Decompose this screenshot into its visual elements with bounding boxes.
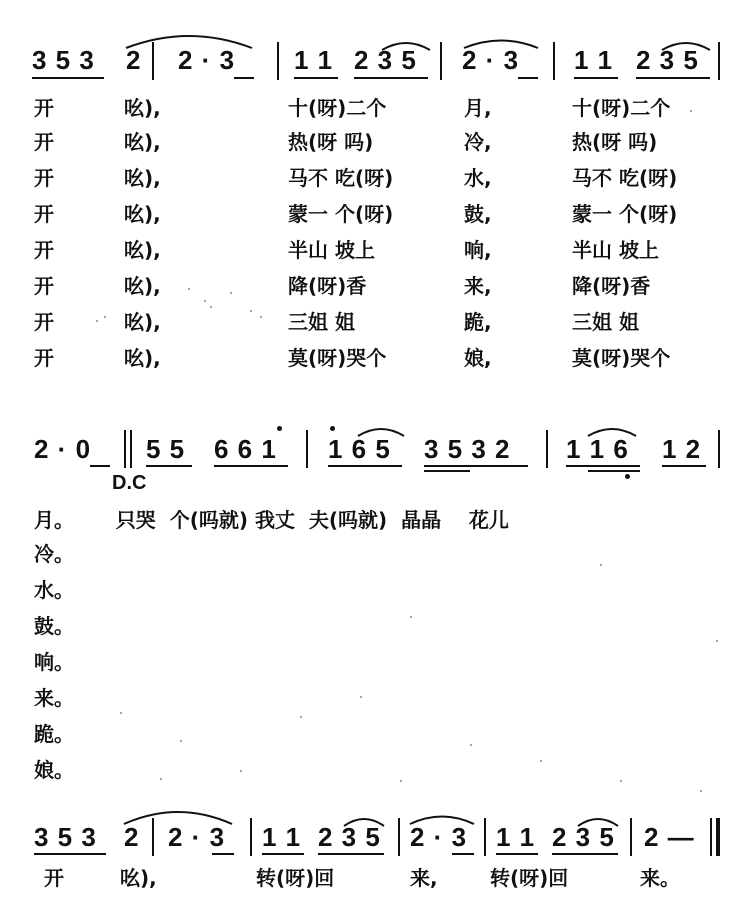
lyric: 莫(呀)哭个 (288, 346, 387, 370)
lyric: 蒙一 个(呀) (572, 202, 678, 226)
slur (660, 38, 712, 52)
beam-underline (496, 853, 538, 855)
lyric: 马不 吃(呀) (288, 166, 394, 190)
barline (546, 430, 548, 468)
beam-underline (34, 853, 106, 855)
lyric: 娘, (464, 346, 492, 370)
slur (124, 30, 254, 50)
lyric: 转(呀)回 (490, 866, 569, 890)
lyric: 水, (464, 166, 492, 190)
refrain-lyric: 月。 只哭 个(吗就) 我丈 夫(吗就) 晶晶 花儿 (34, 508, 509, 532)
note-group: 1 1 (262, 822, 302, 852)
note-group: 1 2 (662, 434, 702, 464)
lyric: 转(呀)回 (256, 866, 335, 890)
lyric: 十(呀)二个 (572, 96, 671, 120)
final-barline (716, 818, 720, 856)
lyric: 开 (34, 166, 54, 190)
barline (250, 818, 252, 856)
lyric: 半山 坡上 (572, 238, 659, 262)
barline (440, 42, 442, 80)
beam-underline (566, 465, 640, 467)
barline (710, 818, 712, 856)
lyric: 吆), (124, 310, 161, 334)
beam-underline (424, 465, 528, 467)
lyric: 来。 (640, 866, 680, 890)
note-group: 2 · 3 (178, 45, 236, 75)
lyric: 吆), (120, 866, 157, 890)
note-group: 3 5 3 (32, 45, 95, 75)
lyric: 吆), (124, 346, 161, 370)
lyric: 蒙一 个(呀) (288, 202, 394, 226)
note-group: 2 3 5 (318, 822, 381, 852)
lyric: 吆), (124, 202, 161, 226)
note-group: 1 1 6 (566, 434, 629, 464)
lyric: 开 (34, 96, 54, 120)
beam-underline (212, 853, 234, 855)
lyric: 开 (34, 274, 54, 298)
beam-underline (552, 853, 618, 855)
beam-underline (262, 853, 304, 855)
lyric: 吆), (124, 166, 161, 190)
beam-underline (90, 465, 110, 467)
slur (122, 806, 234, 826)
lyric: 娘。 (34, 758, 74, 782)
note-group: 1 1 (294, 45, 334, 75)
barline (630, 818, 632, 856)
lyric: 响, (464, 238, 492, 262)
note-group: 2 (126, 45, 142, 75)
barline (277, 42, 279, 80)
beam-underline (214, 465, 288, 467)
barline (718, 430, 720, 468)
note-group: 2 · 3 (410, 822, 468, 852)
lyric: 开 (34, 202, 54, 226)
lyric: 十(呀)二个 (288, 96, 387, 120)
beam-underline (328, 465, 402, 467)
beam-underline (424, 470, 470, 472)
lyric: 开 (34, 130, 54, 154)
beam-underline (234, 77, 254, 79)
lyric: 吆), (124, 130, 161, 154)
note-group: 2 (124, 822, 140, 852)
beam-underline (318, 853, 384, 855)
note-group: 5 5 (146, 434, 186, 464)
beam-underline (588, 470, 640, 472)
lyric: 响。 (34, 650, 74, 674)
note-group: 3 5 3 2 (424, 434, 511, 464)
slur (356, 424, 406, 438)
lyric: 降(呀)香 (288, 274, 367, 298)
octave-dot (625, 474, 630, 479)
lyric: 三姐 姐 (288, 310, 355, 334)
lyric: 降(呀)香 (572, 274, 651, 298)
barline (484, 818, 486, 856)
slur (576, 814, 620, 828)
lyric: 莫(呀)哭个 (572, 346, 671, 370)
note-group: 2 3 5 (552, 822, 615, 852)
lyric: 热(呀 吗) (572, 130, 658, 154)
lyric: 来, (410, 866, 438, 890)
lyric: 来, (464, 274, 492, 298)
lyric: 跪, (464, 310, 492, 334)
lyric: 三姐 姐 (572, 310, 639, 334)
lyric: 月, (464, 96, 492, 120)
lyric: 马不 吃(呀) (572, 166, 678, 190)
beam-underline (518, 77, 538, 79)
note-group: 6 6 1 (214, 434, 277, 464)
barline (306, 430, 308, 468)
lyric: 吆), (124, 274, 161, 298)
beam-underline (452, 853, 474, 855)
beam-underline (662, 465, 706, 467)
lyric: 鼓, (464, 202, 492, 226)
beam-underline (294, 77, 338, 79)
note-group: 1 1 (496, 822, 536, 852)
lyric: 吆), (124, 96, 161, 120)
lyric: 冷。 (34, 542, 74, 566)
lyric: 鼓。 (34, 614, 74, 638)
barline (124, 430, 126, 468)
beam-underline (354, 77, 428, 79)
note-group: 2 · 3 (168, 822, 226, 852)
lyric: 开 (34, 310, 54, 334)
beam-underline (32, 77, 104, 79)
slur (408, 812, 476, 826)
octave-dot (277, 426, 282, 431)
lyric: 热(呀 吗) (288, 130, 374, 154)
lyric: 冷, (464, 130, 492, 154)
lyric: 开 (44, 866, 64, 890)
slur (462, 36, 540, 50)
barline (130, 430, 132, 468)
beam-underline (146, 465, 192, 467)
note-group: 2 · 3 (462, 45, 520, 75)
note-group: 3 5 3 (34, 822, 97, 852)
note-group: 2 · 0 (34, 434, 92, 464)
note-group: 1 1 (574, 45, 614, 75)
lyric: 开 (34, 346, 54, 370)
lyric: 吆), (124, 238, 161, 262)
beam-underline (636, 77, 710, 79)
beam-underline (574, 77, 618, 79)
slur (586, 424, 638, 438)
lyric: 来。 (34, 686, 74, 710)
barline (398, 818, 400, 856)
note-group: 2 3 5 (636, 45, 699, 75)
slur (342, 814, 386, 828)
note-group: 1 6 5 (328, 434, 391, 464)
note-group: 2 — (644, 822, 695, 852)
slur (380, 38, 432, 52)
lyric: 半山 坡上 (288, 238, 375, 262)
lyric: 水。 (34, 578, 74, 602)
lyric: 跪。 (34, 722, 74, 746)
barline (553, 42, 555, 80)
barline (718, 42, 720, 80)
dc-marking: D.C (112, 472, 147, 494)
note-group: 2 3 5 (354, 45, 417, 75)
octave-dot (330, 426, 335, 431)
lyric: 开 (34, 238, 54, 262)
